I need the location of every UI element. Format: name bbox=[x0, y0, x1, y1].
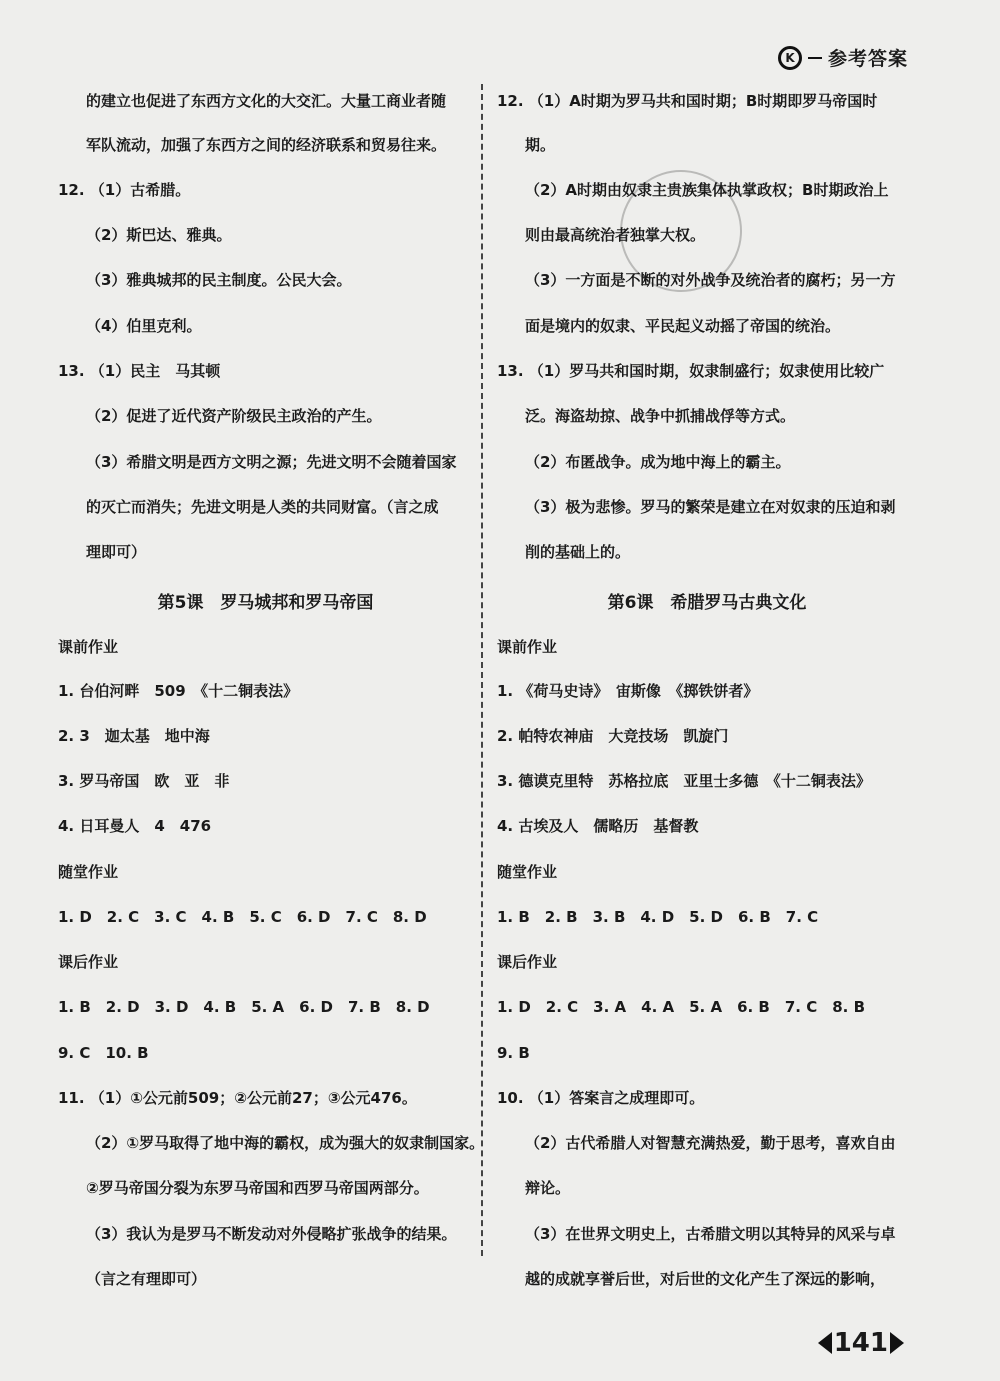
text-line: 2. 帕特农神庙 大竞技场 凯旋门 bbox=[497, 727, 729, 745]
text-line: （4）伯里克利。 bbox=[86, 317, 202, 335]
text-line: 理即可） bbox=[86, 543, 147, 561]
section-label: 课后作业 bbox=[497, 953, 558, 971]
text-line: 1. D 2. C 3. C 4. B 5. C 6. D 7. C 8. D bbox=[58, 908, 427, 926]
text-line: 1. 《荷马史诗》 宙斯像 《掷铁饼者》 bbox=[497, 682, 759, 700]
text-line: 11. （1）①公元前509；②公元前27；③公元476。 bbox=[58, 1089, 417, 1107]
text-line: 削的基础上的。 bbox=[525, 543, 631, 561]
text-line: （2）A时期由奴隶主贵族集体执掌政权；B时期政治上 bbox=[525, 181, 889, 199]
text-line: 2. 3 迦太基 地中海 bbox=[58, 727, 210, 745]
text-line: 13. （1）罗马共和国时期，奴隶制盛行；奴隶使用比较广 bbox=[497, 362, 885, 380]
text-line: （3）极为悲惨。罗马的繁荣是建立在对奴隶的压迫和剥 bbox=[525, 498, 896, 516]
text-line: 1. D 2. C 3. A 4. A 5. A 6. B 7. C 8. B bbox=[497, 998, 866, 1016]
header-title: 参考答案 bbox=[827, 48, 908, 70]
text-line: 1. 台伯河畔 509 《十二铜表法》 bbox=[58, 682, 299, 700]
text-line: （3）我认为是罗马不断发动对外侵略扩张战争的结果。 bbox=[86, 1225, 457, 1243]
text-line: 辩论。 bbox=[525, 1179, 571, 1197]
text-line: 3. 罗马帝国 欧 亚 非 bbox=[58, 772, 230, 790]
book-logo-icon: K bbox=[778, 46, 802, 70]
triangle-left-icon bbox=[818, 1332, 832, 1354]
text-line: 13. （1）民主 马其顿 bbox=[58, 362, 221, 380]
text-line: 9. C 10. B bbox=[58, 1044, 149, 1062]
text-line: 12. （1）古希腊。 bbox=[58, 181, 191, 199]
triangle-right-icon bbox=[890, 1332, 904, 1354]
text-line: （2）古代希腊人对智慧充满热爱，勤于思考，喜欢自由 bbox=[525, 1134, 896, 1152]
text-line: 期。 bbox=[525, 136, 556, 154]
text-line: 1. B 2. D 3. D 4. B 5. A 6. D 7. B 8. D bbox=[58, 998, 430, 1016]
text-line: 则由最高统治者独掌大权。 bbox=[525, 226, 706, 244]
page-number-text: 141 bbox=[833, 1328, 888, 1358]
text-line: （3）一方面是不断的对外战争及统治者的腐朽；另一方 bbox=[525, 271, 896, 289]
section-label: 课前作业 bbox=[497, 638, 558, 656]
page-header bbox=[778, 44, 908, 71]
text-line: 的建立也促进了东西方文化的大交汇。大量工商业者随 bbox=[86, 92, 447, 110]
header-dash bbox=[808, 57, 822, 59]
text-line: （3）希腊文明是西方文明之源；先进文明不会随着国家 bbox=[86, 453, 457, 471]
text-line: 4. 古埃及人 儒略历 基督教 bbox=[497, 817, 699, 835]
text-line: （2）布匿战争。成为地中海上的霸主。 bbox=[525, 453, 791, 471]
section-title: 第6课 希腊罗马古典文化 bbox=[607, 593, 807, 613]
text-line: 泛。海盗劫掠、战争中抓捕战俘等方式。 bbox=[525, 407, 796, 425]
text-line: （3）雅典城邦的民主制度。公民大会。 bbox=[86, 271, 352, 289]
text-line: 面是境内的奴隶、平民起义动摇了帝国的统治。 bbox=[525, 317, 841, 335]
text-line: （2）促进了近代资产阶级民主政治的产生。 bbox=[86, 407, 382, 425]
section-label: 随堂作业 bbox=[58, 863, 119, 881]
section-title: 第5课 罗马城邦和罗马帝国 bbox=[157, 593, 374, 613]
text-line: 军队流动，加强了东西方之间的经济联系和贸易往来。 bbox=[86, 136, 447, 154]
text-line: （2）①罗马取得了地中海的霸权，成为强大的奴隶制国家。 bbox=[86, 1134, 485, 1152]
section-label: 课前作业 bbox=[58, 638, 119, 656]
text-line: 3. 德谟克里特 苏格拉底 亚里士多德 《十二铜表法》 bbox=[497, 772, 871, 790]
text-line: 4. 日耳曼人 4 476 bbox=[58, 817, 212, 835]
text-line: 10. （1）答案言之成理即可。 bbox=[497, 1089, 705, 1107]
column-divider bbox=[481, 84, 483, 1256]
text-line: 9. B bbox=[497, 1044, 530, 1062]
text-line: 12. （1）A时期为罗马共和国时期；B时期即罗马帝国时 bbox=[497, 92, 878, 110]
text-line: （2）斯巴达、雅典。 bbox=[86, 226, 232, 244]
text-line: （言之有理即可） bbox=[86, 1270, 207, 1288]
text-line: 越的成就享誉后世，对后世的文化产生了深远的影响， bbox=[525, 1270, 886, 1288]
text-line: （3）在世界文明史上，古希腊文明以其特异的风采与卓 bbox=[525, 1225, 896, 1243]
text-line: 的灭亡而消失；先进文明是人类的共同财富。（言之成 bbox=[86, 498, 439, 516]
page-number bbox=[818, 1328, 904, 1358]
text-line: ②罗马帝国分裂为东罗马帝国和西罗马帝国两部分。 bbox=[86, 1179, 429, 1197]
text-line: 1. B 2. B 3. B 4. D 5. D 6. B 7. C bbox=[497, 908, 819, 926]
section-label: 课后作业 bbox=[58, 953, 119, 971]
section-label: 随堂作业 bbox=[497, 863, 558, 881]
